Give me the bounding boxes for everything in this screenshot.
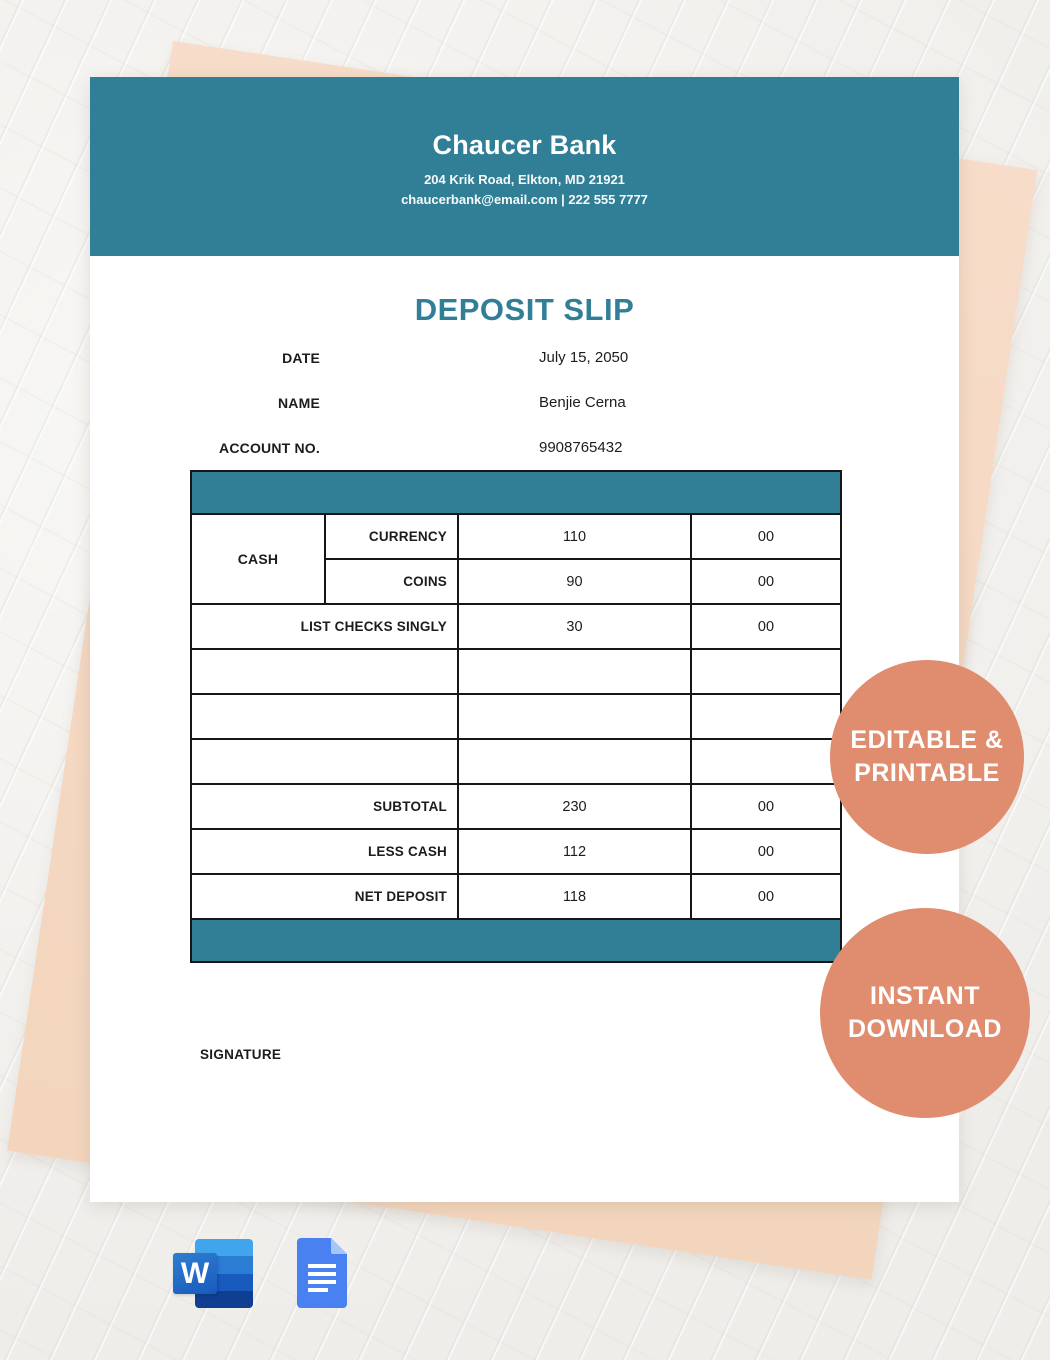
badge-line: INSTANT (870, 982, 980, 1010)
table-row (191, 694, 841, 739)
empty-row-cents (691, 739, 841, 784)
empty-row-cents (691, 649, 841, 694)
coins-label: COINS (325, 559, 458, 604)
signature-label: SIGNATURE (200, 1047, 282, 1062)
name-label: NAME (277, 394, 320, 411)
net-deposit-label: NET DEPOSIT (191, 874, 458, 919)
subtotal-label: SUBTOTAL (191, 784, 458, 829)
date-label: DATE (282, 349, 320, 366)
editable-printable-badge (830, 660, 1024, 854)
table-bottom-bar (191, 919, 841, 962)
deposit-table (190, 470, 842, 963)
empty-row-label (191, 739, 458, 784)
table-row (191, 514, 841, 559)
empty-row-amount (458, 649, 691, 694)
coins-amount: 90 (458, 559, 691, 604)
bank-address: 204 Krik Road, Elkton, MD 21921 (424, 171, 625, 187)
table-row (191, 919, 841, 962)
table-row (191, 784, 841, 829)
table-row (191, 829, 841, 874)
subtotal-cents: 00 (691, 784, 841, 829)
table-row (191, 471, 841, 514)
currency-label: CURRENCY (325, 514, 458, 559)
subtotal-amount: 230 (458, 784, 691, 829)
less-cash-cents: 00 (691, 829, 841, 874)
empty-row-label (191, 694, 458, 739)
empty-row-cents (691, 694, 841, 739)
badge-line: DOWNLOAD (848, 1015, 1002, 1043)
currency-cents: 00 (691, 514, 841, 559)
field-row-name (90, 380, 959, 425)
empty-row-amount (458, 694, 691, 739)
table-row (191, 874, 841, 919)
google-docs-icon (297, 1238, 347, 1308)
bank-name: Chaucer Bank (432, 129, 617, 160)
ms-word-letter: W (173, 1253, 217, 1294)
ms-word-icon (173, 1239, 253, 1308)
account-no-value: 9908765432 (539, 439, 623, 456)
page-title: DEPOSIT SLIP (414, 292, 635, 327)
net-deposit-cents: 00 (691, 874, 841, 919)
table-row (191, 649, 841, 694)
list-checks-label: LIST CHECKS SINGLY (191, 604, 458, 649)
currency-amount: 110 (458, 514, 691, 559)
coins-cents: 00 (691, 559, 841, 604)
badge-line: PRINTABLE (854, 759, 1000, 787)
empty-row-label (191, 649, 458, 694)
net-deposit-amount: 118 (458, 874, 691, 919)
account-no-label: ACCOUNT NO. (219, 439, 320, 456)
name-value: Benjie Cerna (539, 394, 626, 411)
bank-header (90, 77, 959, 256)
field-row-account (90, 425, 959, 470)
bank-contact: chaucerbank@email.com | 222 555 7777 (401, 191, 648, 207)
date-value: July 15, 2050 (539, 349, 629, 366)
cash-group-label: CASH (191, 514, 325, 604)
table-top-bar (191, 471, 841, 514)
list-checks-cents: 00 (691, 604, 841, 649)
table-row (191, 739, 841, 784)
table-row (191, 604, 841, 649)
list-checks-amount: 30 (458, 604, 691, 649)
badge-line: EDITABLE & (850, 726, 1004, 754)
less-cash-amount: 112 (458, 829, 691, 874)
fields-section (90, 335, 959, 470)
less-cash-label: LESS CASH (191, 829, 458, 874)
field-row-date (90, 335, 959, 380)
empty-row-amount (458, 739, 691, 784)
instant-download-badge (820, 908, 1030, 1118)
google-docs-text-lines (308, 1264, 336, 1296)
